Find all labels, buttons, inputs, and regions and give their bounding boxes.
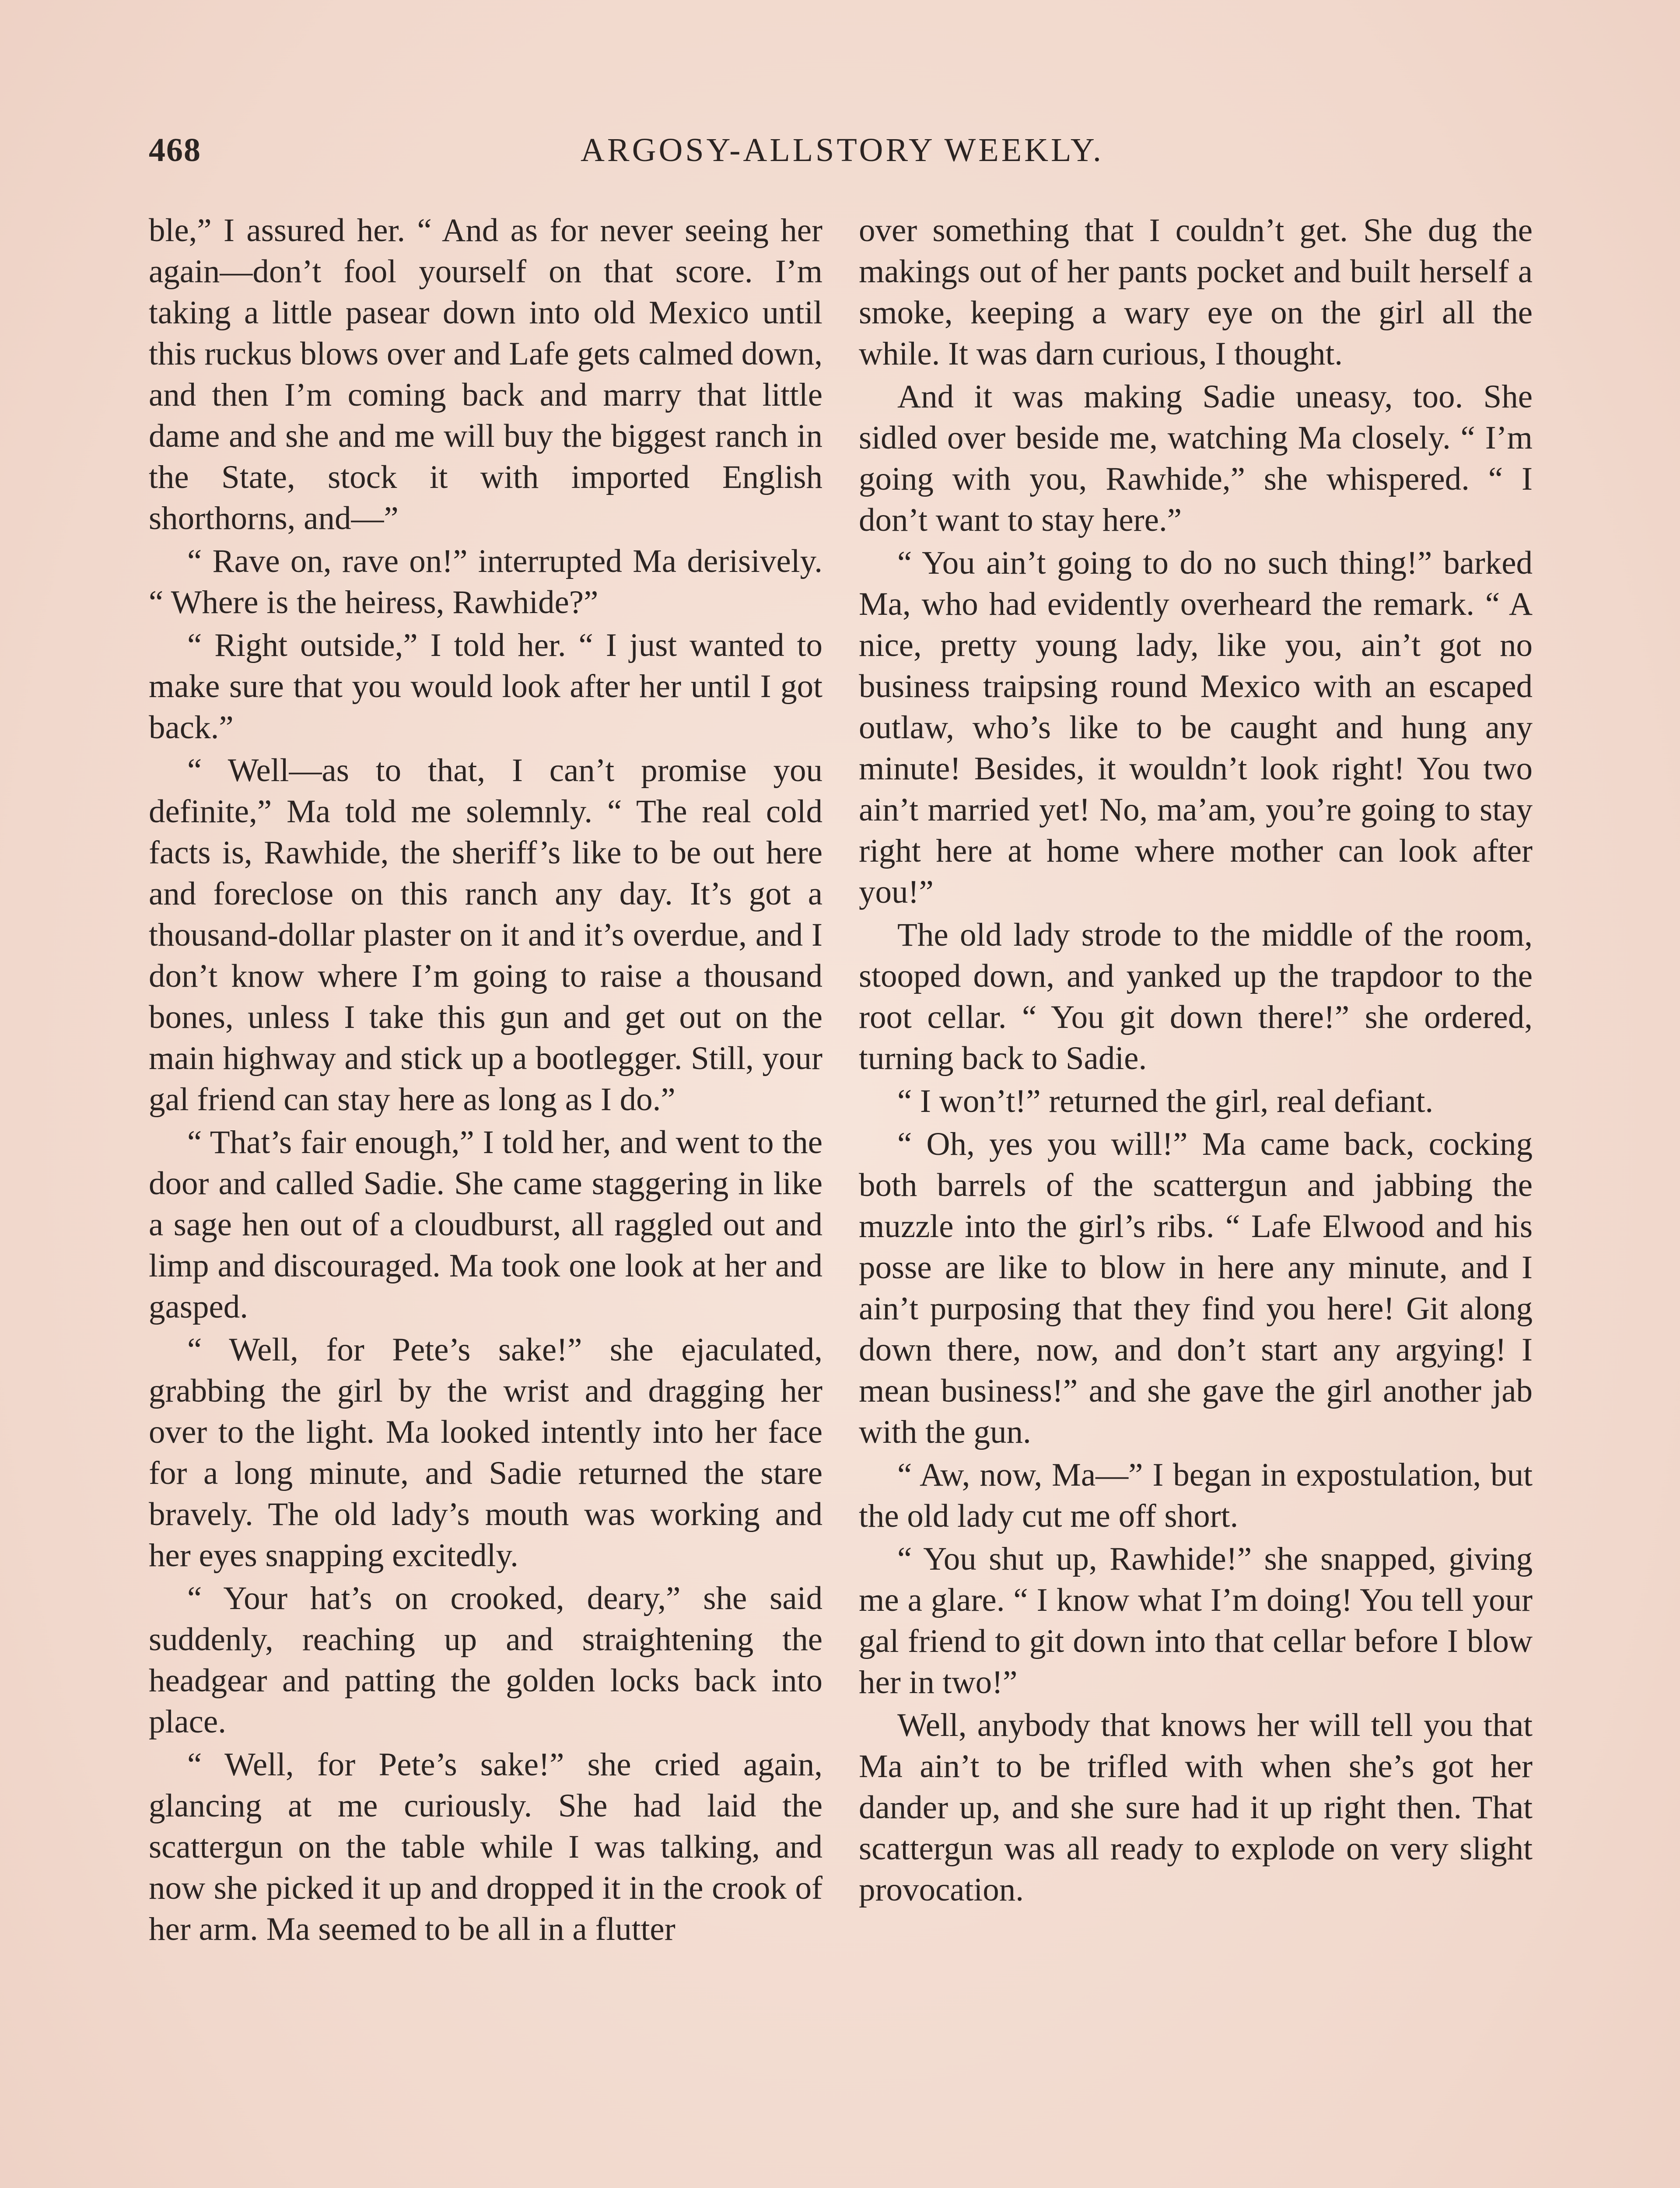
page-number: 468 — [149, 132, 201, 168]
paragraph: “ Aw, now, Ma—” I began in expostulation, but the old lady cut me off short. — [859, 1457, 1533, 1534]
paragraph: “ Well—as to that, I can’t promise you definite,” Ma told me solemnly. “ The real cold facts is, Rawhide, the sheriff’s like to be out here and foreclose on this ranch any day. It’s got a thousand-dollar plaster on it and it’s overdue, and I don’t know where I’m going to raise a thousand bones, unless I take this gun and get out on the main highway and stick up a bootlegger. Still, your gal friend can stay here as long as I do.” — [149, 752, 822, 1118]
paragraph: ble,” I assured her. “ And as for never seeing her again—don’t fool yourself on that score. I’m taking a little pasear down into old Mexico until this ruckus blows over and Lafe gets calmed down, and then I’m coming back and marry that little dame and she and me will buy the biggest ranch in the State, stock it with imported English shorthorns, and—” — [149, 212, 822, 536]
right-column — [859, 210, 1533, 1912]
paragraph: “ Well, for Pete’s sake!” she cried again, glancing at me curiously. She had laid the scattergun on the table while I was talking, and now she picked it up and dropped it in the crook of her arm. Ma seemed to be all in a flutter — [149, 1746, 822, 1947]
left-column — [149, 210, 822, 1952]
paragraph: “ You shut up, Rawhide!” she snapped, giving me a glare. “ I know what I’m doing! You tell your gal friend to git down into that cellar before I blow her in two!” — [859, 1541, 1533, 1701]
running-head: ARGOSY-ALLSTORY WEEKLY. — [581, 132, 1104, 168]
paragraph: “ Rave on, rave on!” interrupted Ma derisively. “ Where is the heiress, Rawhide?” — [149, 543, 822, 621]
paragraph: over something that I couldn’t get. She dug the makings out of her pants pocket and built herself a smoke, keeping a wary eye on the girl all the while. It was darn curious, I thought. — [859, 212, 1533, 372]
paragraph: “ Your hat’s on crooked, deary,” she said suddenly, reaching up and straightening the headgear and patting the golden locks back into place. — [149, 1580, 822, 1740]
paragraph: “ You ain’t going to do no such thing!” barked Ma, who had evidently overheard the remark. “ A nice, pretty young lady, like you, ain’t got no business traipsing round Mexico with an escaped outlaw, who’s like to be caught and hung any minute! Besides, it wouldn’t look right! You two ain’t married yet! No, ma’am, you’re going to stay right here at home where mother can look after you!” — [859, 545, 1533, 910]
paragraph: “ That’s fair enough,” I told her, and went to the door and called Sadie. She came staggering in like a sage hen out of a cloudburst, all raggled out and limp and discouraged. Ma took one look at her and gasped. — [149, 1124, 822, 1325]
paragraph: Well, anybody that knows her will tell you that Ma ain’t to be trifled with when she’s got her dander up, and she sure had it up right then. That scattergun was all ready to explode on very slight provocation. — [859, 1707, 1533, 1908]
paragraph: “ Oh, yes you will!” Ma came back, cocking both barrels of the scattergun and jabbing the muzzle into the girl’s ribs. “ Lafe Elwood and his posse are like to blow in here any minute, and I ain’t purposing that they find you here! Git along down there, now, and don’t start any argying! I mean business!” and she gave the girl another jab with the gun. — [859, 1126, 1533, 1450]
page-header — [149, 131, 1536, 179]
paragraph: “ Well, for Pete’s sake!” she ejaculated, grabbing the girl by the wrist and dragging her over to the light. Ma looked intently into her face for a long minute, and Sadie returned the stare bravely. The old lady’s mouth was working and her eyes snapping excitedly. — [149, 1332, 822, 1574]
paragraph: “ I won’t!” returned the girl, real defiant. — [897, 1083, 1434, 1119]
paragraph: The old lady strode to the middle of the room, stooped down, and yanked up the trapdoor to the root cellar. “ You git down there!” she ordered, turning back to Sadie. — [859, 917, 1533, 1076]
paragraph: “ Right outside,” I told her. “ I just wanted to make sure that you would look after her until I got back.” — [149, 627, 822, 746]
paragraph: And it was making Sadie uneasy, too. She sidled over beside me, watching Ma closely. “ I’m going with you, Rawhide,” she whispered. “ I don’t want to stay here.” — [859, 379, 1533, 538]
